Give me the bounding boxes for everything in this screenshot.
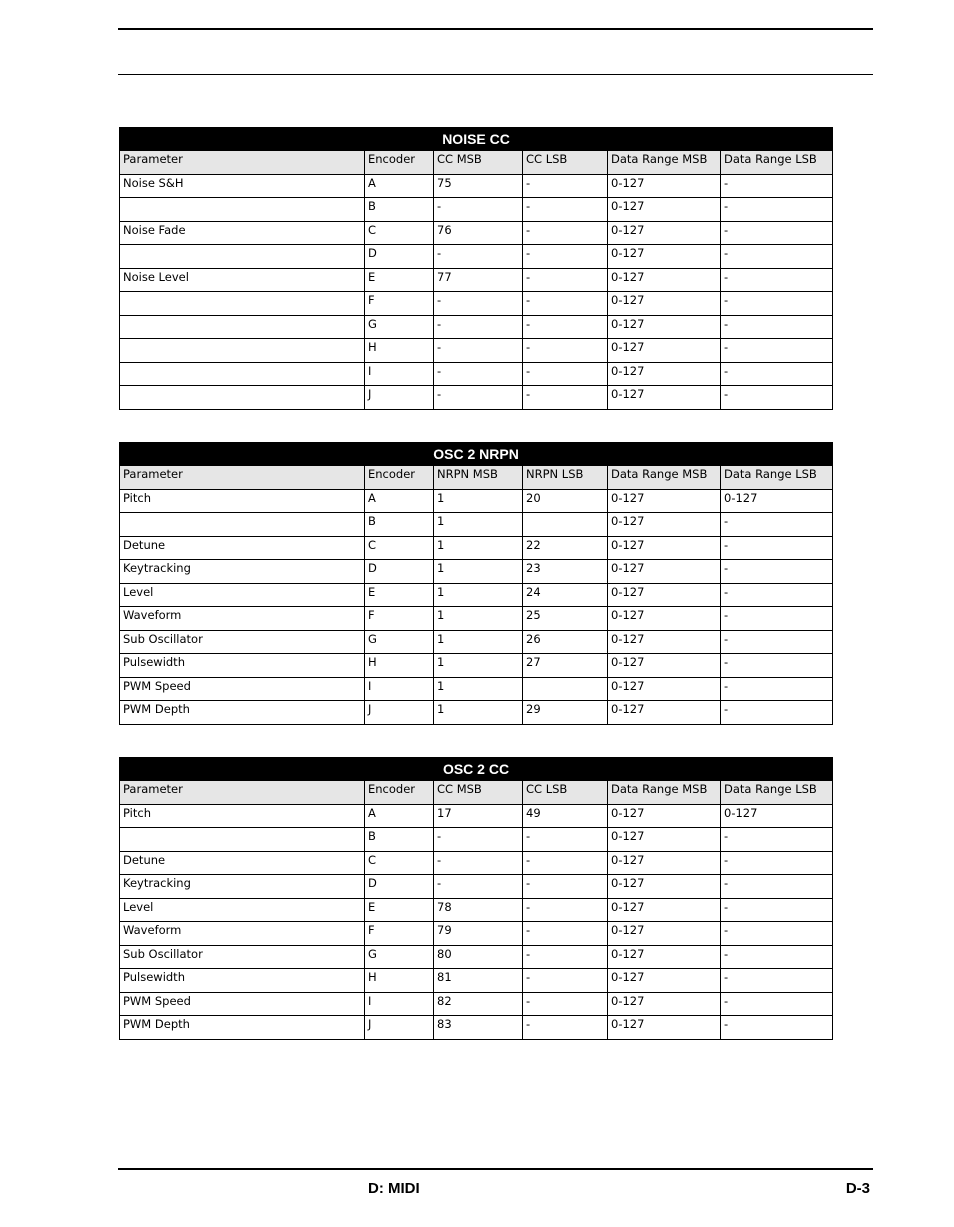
table-cell: F [365,922,434,946]
table-cell: 1 [434,489,523,513]
table-row [120,922,833,946]
table-cell: - [721,992,833,1016]
table-cell: - [721,677,833,701]
table-cell: G [365,315,434,339]
column-header: CC MSB [434,781,523,805]
table-cell: Keytracking [120,875,365,899]
table-cell: 0-127 [608,701,721,725]
table-cell: 0-127 [608,583,721,607]
table-row [120,992,833,1016]
table-cell: 0-127 [608,221,721,245]
table-cell: 0-127 [608,851,721,875]
column-header: Parameter [120,151,365,175]
table-cell: 0-127 [721,804,833,828]
table-cell: - [434,245,523,269]
column-header: Data Range MSB [608,781,721,805]
column-header: Encoder [365,466,434,490]
table-cell: G [365,630,434,654]
table-cell [120,198,365,222]
table-cell: - [434,362,523,386]
table-row [120,969,833,993]
table-cell: 27 [523,654,608,678]
table-row [120,245,833,269]
table-cell: - [721,875,833,899]
table-cell: I [365,992,434,1016]
table-header-row [120,151,833,175]
table-cell: - [721,607,833,631]
noise-cc-table [119,127,833,410]
table-row [120,489,833,513]
column-header: Data Range LSB [721,466,833,490]
table-cell: - [721,1016,833,1040]
table-cell: 0-127 [608,607,721,631]
table-cell [120,315,365,339]
table-cell: F [365,607,434,631]
table-cell: - [721,560,833,584]
table-cell: PWM Depth [120,701,365,725]
table-cell: 0-127 [608,804,721,828]
table-cell [120,386,365,410]
table-cell: - [721,221,833,245]
table-row [120,804,833,828]
table-cell: - [523,969,608,993]
table-cell: - [721,292,833,316]
table-cell: - [721,174,833,198]
table-cell: - [721,513,833,537]
table-cell: - [721,945,833,969]
table-header-row [120,781,833,805]
table-cell: 81 [434,969,523,993]
table-cell: C [365,536,434,560]
table-cell: 29 [523,701,608,725]
table-cell: - [721,386,833,410]
table-cell: 24 [523,583,608,607]
table-cell: - [434,339,523,363]
table-row [120,174,833,198]
table-cell: E [365,898,434,922]
table-cell: 1 [434,701,523,725]
table-cell: 0-127 [608,677,721,701]
table-cell: B [365,513,434,537]
table-cell: Keytracking [120,560,365,584]
table-cell: 83 [434,1016,523,1040]
table-row [120,607,833,631]
table-cell: - [721,315,833,339]
table-cell: 17 [434,804,523,828]
column-header: Data Range MSB [608,466,721,490]
table-cell: 0-127 [721,489,833,513]
table-cell: - [523,898,608,922]
column-header: NRPN LSB [523,466,608,490]
table-cell: 0-127 [608,292,721,316]
table-cell: - [523,315,608,339]
table-cell: - [434,875,523,899]
table-row [120,292,833,316]
table-cell: Pitch [120,804,365,828]
table-cell: Level [120,583,365,607]
table-cell: 22 [523,536,608,560]
table-cell [523,513,608,537]
table-cell: - [523,828,608,852]
table-cell: - [721,969,833,993]
table-cell: Waveform [120,922,365,946]
table-cell: 80 [434,945,523,969]
table-cell: Pulsewidth [120,654,365,678]
table-row [120,701,833,725]
table-cell: B [365,828,434,852]
table-cell: - [721,339,833,363]
table-cell: - [523,292,608,316]
osc2-cc-table [119,757,833,1040]
table-cell: - [523,221,608,245]
noise-cc-table-block [119,127,832,410]
table-row [120,536,833,560]
column-header: Data Range LSB [721,781,833,805]
column-header: CC LSB [523,151,608,175]
table-cell: 1 [434,583,523,607]
table-cell: PWM Speed [120,992,365,1016]
table-row [120,677,833,701]
table-cell: - [523,362,608,386]
table-cell: J [365,1016,434,1040]
table-cell: Noise S&H [120,174,365,198]
table-cell: I [365,677,434,701]
table-cell: 0-127 [608,992,721,1016]
table-cell: G [365,945,434,969]
table-cell: - [434,386,523,410]
osc2-nrpn-table [119,442,833,725]
table-cell: 1 [434,677,523,701]
table-cell: I [365,362,434,386]
table-cell: Noise Level [120,268,365,292]
table-cell: - [523,339,608,363]
table-cell: 0-127 [608,513,721,537]
table-cell: 76 [434,221,523,245]
table-row [120,560,833,584]
table-cell: 49 [523,804,608,828]
table-cell: E [365,268,434,292]
table-cell [120,513,365,537]
column-header: Data Range MSB [608,151,721,175]
table-cell: - [523,174,608,198]
table-cell: 1 [434,513,523,537]
table-cell: 0-127 [608,875,721,899]
table-row [120,898,833,922]
table-cell: Waveform [120,607,365,631]
table-row [120,851,833,875]
table-cell: 25 [523,607,608,631]
table-cell: 1 [434,536,523,560]
table-cell [120,362,365,386]
table-cell: - [721,362,833,386]
table-cell: 82 [434,992,523,1016]
table-cell: - [523,945,608,969]
table-row [120,828,833,852]
table-cell: 1 [434,607,523,631]
table-cell: Sub Oscillator [120,945,365,969]
table-cell: 79 [434,922,523,946]
table-cell [523,677,608,701]
column-header: CC MSB [434,151,523,175]
footer-section-label: D: MIDI [368,1180,420,1197]
table-cell: E [365,583,434,607]
column-header: Encoder [365,151,434,175]
table-cell: - [721,536,833,560]
table-row [120,513,833,537]
table-cell: H [365,654,434,678]
table-cell: Noise Fade [120,221,365,245]
table-cell: - [721,898,833,922]
footer-page-number: D-3 [845,1180,870,1197]
table-cell: 26 [523,630,608,654]
table-cell [120,245,365,269]
column-header: Parameter [120,781,365,805]
table-cell [120,828,365,852]
table-cell: Pulsewidth [120,969,365,993]
table-cell: - [721,654,833,678]
table-cell: 0-127 [608,922,721,946]
table-row [120,198,833,222]
table-cell: 0-127 [608,198,721,222]
table-cell: 0-127 [608,315,721,339]
header-rule-bottom [118,74,873,75]
table-row [120,1016,833,1040]
table-row [120,339,833,363]
table-cell: - [523,851,608,875]
table-cell: Pitch [120,489,365,513]
table-cell: 20 [523,489,608,513]
table-cell: 0-127 [608,898,721,922]
table-cell: A [365,174,434,198]
table-cell: - [523,386,608,410]
table-cell: 23 [523,560,608,584]
table-cell: 0-127 [608,1016,721,1040]
table-cell: - [721,922,833,946]
table-cell: - [434,198,523,222]
table-row [120,583,833,607]
table-cell: - [523,198,608,222]
table-cell: 0-127 [608,969,721,993]
table-cell: - [721,851,833,875]
table-title: NOISE CC [120,128,833,151]
table-cell: 0-127 [608,945,721,969]
table-cell: 0-127 [608,489,721,513]
table-row [120,630,833,654]
table-cell: - [434,828,523,852]
table-cell: - [721,630,833,654]
table-cell: - [523,245,608,269]
table-cell: - [721,268,833,292]
table-row [120,386,833,410]
table-title: OSC 2 NRPN [120,443,833,466]
column-header: Parameter [120,466,365,490]
table-cell [120,339,365,363]
column-header: CC LSB [523,781,608,805]
table-row [120,654,833,678]
column-header: NRPN MSB [434,466,523,490]
table-row [120,315,833,339]
table-cell: - [523,875,608,899]
table-cell: D [365,245,434,269]
table-cell: Detune [120,851,365,875]
table-cell: A [365,804,434,828]
table-cell: - [523,1016,608,1040]
table-cell: - [434,315,523,339]
table-cell: - [434,292,523,316]
table-cell: D [365,560,434,584]
table-row [120,221,833,245]
table-cell: 75 [434,174,523,198]
table-cell: 78 [434,898,523,922]
table-cell: - [721,701,833,725]
table-cell: H [365,339,434,363]
table-cell: 0-127 [608,362,721,386]
column-header: Data Range LSB [721,151,833,175]
table-cell: J [365,701,434,725]
table-cell: D [365,875,434,899]
table-cell: - [721,245,833,269]
table-cell: - [523,992,608,1016]
table-cell: 0-127 [608,268,721,292]
osc2-nrpn-table-block [119,442,832,725]
table-cell [120,292,365,316]
table-cell: PWM Speed [120,677,365,701]
table-cell: 0-127 [608,245,721,269]
table-cell: C [365,851,434,875]
table-cell: - [721,828,833,852]
table-cell: 0-127 [608,828,721,852]
table-cell: 0-127 [608,174,721,198]
table-cell: H [365,969,434,993]
table-cell: 0-127 [608,630,721,654]
table-cell: Level [120,898,365,922]
table-cell: - [434,851,523,875]
table-cell: C [365,221,434,245]
table-row [120,362,833,386]
table-cell: 0-127 [608,654,721,678]
footer-rule [118,1168,873,1170]
table-row [120,268,833,292]
table-row [120,945,833,969]
table-row [120,875,833,899]
table-cell: 0-127 [608,386,721,410]
table-cell: Sub Oscillator [120,630,365,654]
table-title: OSC 2 CC [120,758,833,781]
table-cell: - [721,198,833,222]
header-rule-top [118,28,873,30]
table-cell: 0-127 [608,560,721,584]
table-cell: F [365,292,434,316]
table-header-row [120,466,833,490]
column-header: Encoder [365,781,434,805]
table-cell: - [523,922,608,946]
table-cell: - [721,583,833,607]
table-cell: 1 [434,654,523,678]
table-cell: 0-127 [608,339,721,363]
table-cell: A [365,489,434,513]
table-cell: B [365,198,434,222]
osc2-cc-table-block [119,757,832,1040]
table-cell: 1 [434,630,523,654]
table-cell: Detune [120,536,365,560]
table-cell: PWM Depth [120,1016,365,1040]
table-cell: J [365,386,434,410]
table-cell: 0-127 [608,536,721,560]
table-cell: 77 [434,268,523,292]
table-cell: 1 [434,560,523,584]
table-cell: - [523,268,608,292]
